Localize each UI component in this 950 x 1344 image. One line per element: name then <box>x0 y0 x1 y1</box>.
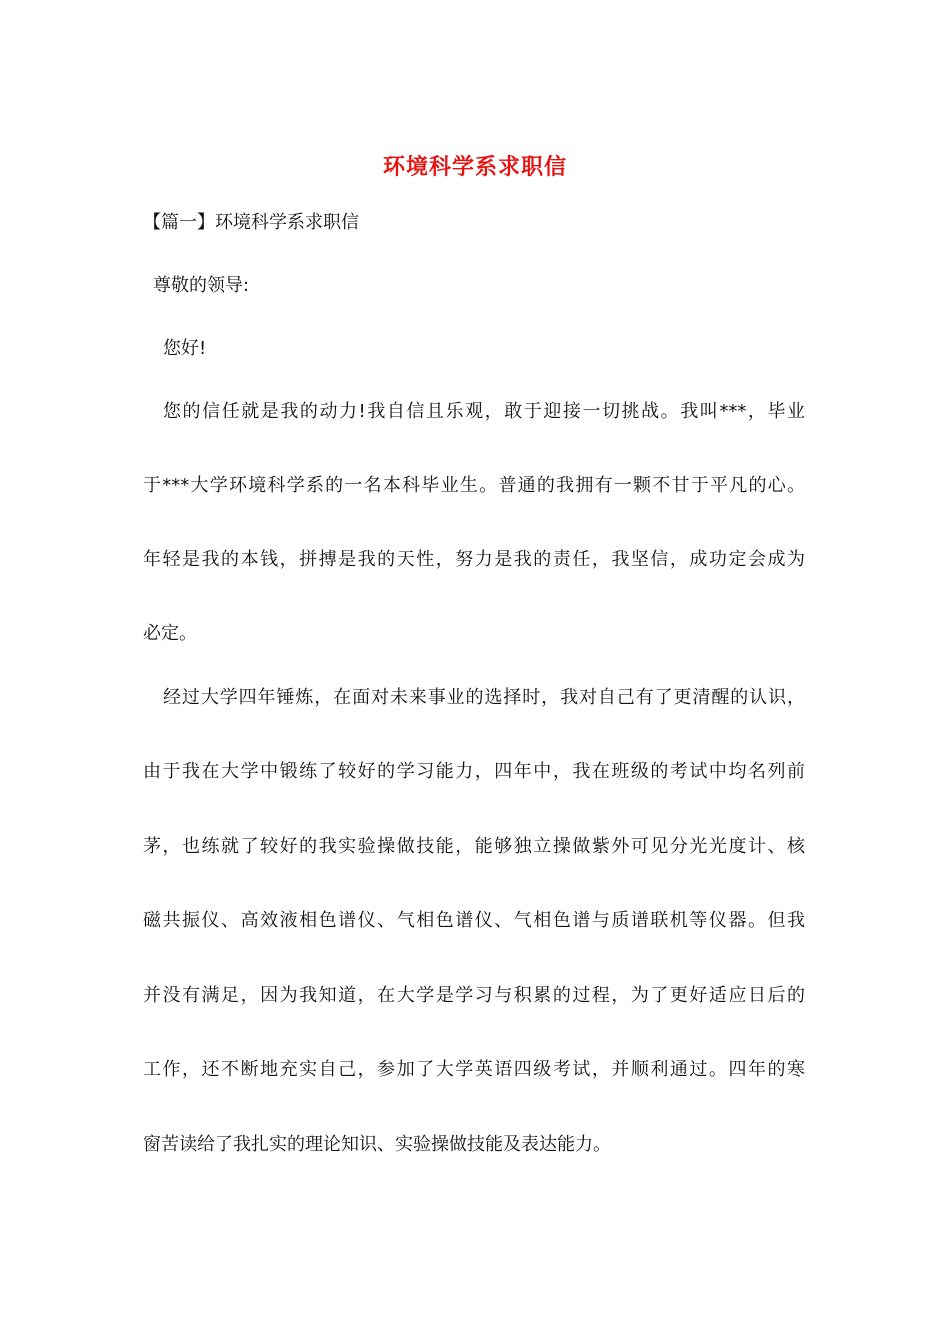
paragraph-2-line-2: 由于我在大学中锻练了较好的学习能力，四年中，我在班级的考试中均名列前 <box>143 761 805 782</box>
paragraph-1-line-4: 必定。 <box>143 623 197 644</box>
paragraph-2-line-1: 经过大学四年锤炼，在面对未来事业的选择时，我对自己有了更清醒的认识， <box>163 687 805 708</box>
salutation: 尊敬的领导: <box>153 275 250 296</box>
paragraph-2-line-3: 茅，也练就了较好的我实验操做技能，能够独立操做紫外可见分光光度计、核 <box>143 836 805 857</box>
greeting: 您好! <box>163 338 207 359</box>
paragraph-2-line-7: 窗苦读给了我扎实的理论知识、实验操做技能及表达能力。 <box>143 1134 611 1155</box>
paragraph-1-line-1: 您的信任就是我的动力!我自信且乐观，敢于迎接一切挑战。我叫***，毕业 <box>163 401 805 422</box>
paragraph-2-line-6: 工作，还不断地充实自己，参加了大学英语四级考试，并顺利通过。四年的寒 <box>143 1059 805 1080</box>
section-heading: 【篇一】环境科学系求职信 <box>143 212 359 233</box>
paragraph-1-line-2: 于***大学环境科学系的一名本科毕业生。普通的我拥有一颗不甘于平凡的心。 <box>143 475 805 496</box>
document-title: 环境科学系求职信 <box>382 154 567 180</box>
paragraph-1-line-3: 年轻是我的本钱，拼搏是我的天性，努力是我的责任，我坚信，成功定会成为 <box>143 549 805 570</box>
paragraph-2-line-4: 磁共振仪、高效液相色谱仪、气相色谱仪、气相色谱与质谱联机等仪器。但我 <box>143 910 805 931</box>
paragraph-2-line-5: 并没有满足，因为我知道，在大学是学习与积累的过程，为了更好适应日后的 <box>143 985 805 1006</box>
